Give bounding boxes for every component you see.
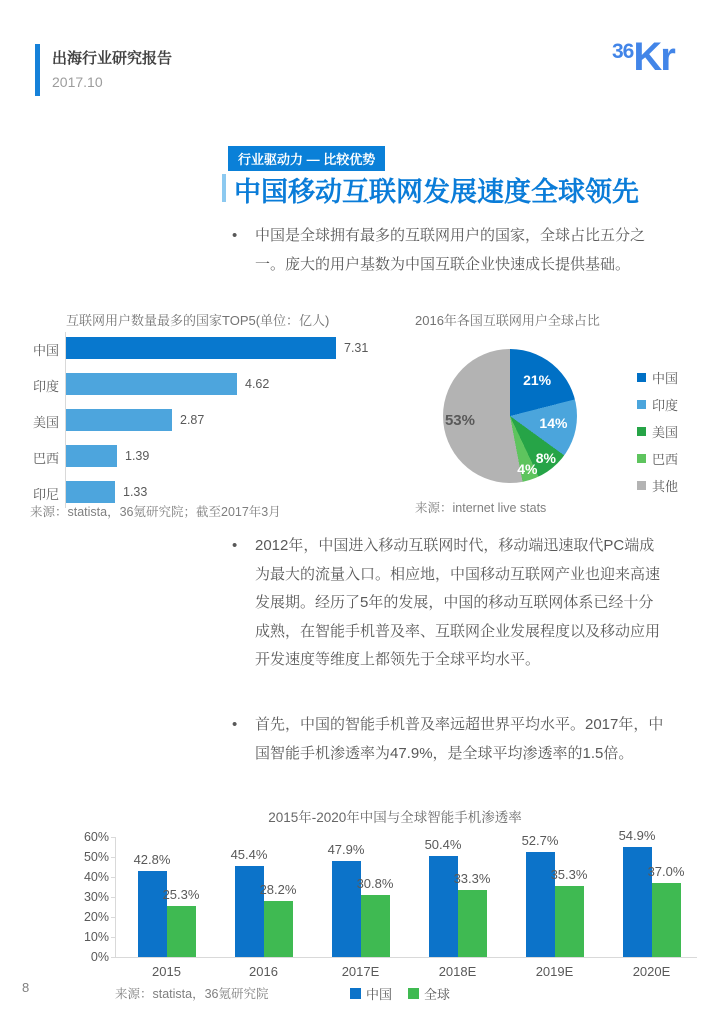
bar xyxy=(66,373,237,395)
bar xyxy=(66,481,115,503)
36kr-logo xyxy=(612,35,674,79)
legend-label: 巴西 xyxy=(652,452,679,467)
pie-slice-label: 4% xyxy=(517,460,538,477)
bar xyxy=(66,337,336,359)
legend-label: 全球 xyxy=(424,987,451,1002)
bar-china xyxy=(235,866,264,957)
x-axis-label: 2016 xyxy=(249,964,278,979)
bar-value-label: 30.8% xyxy=(356,876,394,891)
bullet-item xyxy=(228,711,665,768)
bar-global xyxy=(361,895,390,957)
legend-swatch xyxy=(637,427,646,436)
legend-item xyxy=(350,984,392,1003)
y-axis-tick-mark xyxy=(111,937,115,938)
bullet-item xyxy=(228,532,665,675)
x-axis-label: 2017E xyxy=(341,964,380,979)
vbar-x-axis-line xyxy=(115,957,697,958)
legend-label: 中国 xyxy=(366,987,393,1002)
x-axis-label: 2015 xyxy=(152,964,181,979)
pie-slice-label: 53% xyxy=(444,411,475,429)
y-axis-tick-label: 60% xyxy=(83,830,109,844)
bar-value-label: 1.33 xyxy=(123,485,148,499)
legend-item xyxy=(637,476,678,495)
bar-value-label: 7.31 xyxy=(344,341,369,355)
vbar-source: 来源：statista，36氪研究院 xyxy=(115,987,269,1001)
bar-value-label: 2.87 xyxy=(180,413,205,427)
bar-category-label: 印尼 xyxy=(32,487,59,502)
bar-value-label: 28.2% xyxy=(259,882,297,897)
legend-swatch xyxy=(637,373,646,382)
bar-global xyxy=(652,883,681,957)
hbar-chart xyxy=(25,331,465,511)
y-axis-tick-mark xyxy=(111,857,115,858)
header-accent-bar xyxy=(35,44,40,96)
y-axis-tick-label: 30% xyxy=(83,890,109,904)
x-axis-label: 2019E xyxy=(535,964,574,979)
bar-value-label: 42.8% xyxy=(133,852,171,867)
y-axis-tick-mark xyxy=(111,877,115,878)
bar-category-label: 巴西 xyxy=(32,451,59,466)
bar-value-label: 25.3% xyxy=(162,887,200,902)
pie-source: 来源：internet live stats xyxy=(415,501,547,515)
title-accent-bar xyxy=(222,174,226,202)
section-tag: 行业驱动力 — 比较优势 xyxy=(228,146,385,171)
bullet-dot: • xyxy=(232,537,238,554)
y-axis-tick-mark xyxy=(111,917,115,918)
bullet-text: 首先，中国的智能手机普及率远超世界平均水平。2017年，中国智能手机渗透率为47.9%，是全球平均渗透率的1.5倍。 xyxy=(255,716,664,762)
bar-category-label: 印度 xyxy=(32,379,59,394)
logo-36-text: 36 xyxy=(612,40,634,63)
bar xyxy=(66,409,172,431)
legend-label: 印度 xyxy=(652,398,679,413)
hbar-source: 来源：statista，36氪研究院；截至2017年3月 xyxy=(30,505,281,519)
logo-kr-text: Kr xyxy=(633,35,674,79)
legend-swatch xyxy=(350,988,361,999)
x-axis-label: 2020E xyxy=(632,964,671,979)
vbar-y-axis-line xyxy=(115,837,116,957)
legend-label: 其他 xyxy=(652,479,679,494)
legend-label: 美国 xyxy=(652,425,679,440)
bullet-text: 2012年，中国进入移动互联网时代，移动端迅速取代PC端成为最大的流量入口。相应地，中国移动互联网产业也迎来高速发展期。经历了5年的发展，中国的移动互联网体系已经十分成熟，在智能手机普及率、互联网企业发展程度以及移动应用开发速度等维度上都领先于全球平均水平。 xyxy=(255,537,661,668)
pie-labels xyxy=(443,349,577,483)
bar-value-label: 1.39 xyxy=(125,449,150,463)
y-axis-tick-label: 0% xyxy=(90,950,109,964)
pie-slice-label: 8% xyxy=(535,450,556,467)
legend-swatch xyxy=(637,454,646,463)
bar-category-label: 中国 xyxy=(32,343,59,358)
vbar-legend xyxy=(350,984,450,1003)
bullet-item xyxy=(228,222,665,279)
legend-item xyxy=(637,449,678,468)
bar-china xyxy=(138,871,167,957)
bar-global xyxy=(458,890,487,957)
bar-value-label: 35.3% xyxy=(550,867,588,882)
y-axis-tick-label: 20% xyxy=(83,910,109,924)
page-title: 中国移动互联网发展速度全球领先 xyxy=(234,177,639,207)
x-axis-label: 2018E xyxy=(438,964,477,979)
bar-category-label: 美国 xyxy=(32,415,59,430)
bar-value-label: 50.4% xyxy=(424,837,462,852)
y-axis-tick-mark xyxy=(111,957,115,958)
legend-swatch xyxy=(408,988,419,999)
legend-item xyxy=(637,395,678,414)
pie-slice-label: 14% xyxy=(539,415,568,432)
legend-swatch xyxy=(637,481,646,490)
bar-value-label: 4.62 xyxy=(245,377,270,391)
bar-global xyxy=(264,901,293,957)
pie-chart-title: 2016年各国互联网用户全球占比 xyxy=(415,313,600,328)
bar-value-label: 54.9% xyxy=(618,828,656,843)
y-axis-tick-label: 50% xyxy=(83,850,109,864)
legend-label: 中国 xyxy=(652,371,679,386)
bullet-dot: • xyxy=(232,227,238,244)
bullet-dot: • xyxy=(232,716,238,733)
pie-legend xyxy=(637,368,678,503)
report-title: 出海行业研究报告 xyxy=(52,50,173,67)
bar-value-label: 37.0% xyxy=(647,864,685,879)
y-axis-tick-label: 40% xyxy=(83,870,109,884)
y-axis-tick-mark xyxy=(111,837,115,838)
bar xyxy=(66,445,117,467)
bullet-text: 中国是全球拥有最多的互联网用户的国家，全球占比五分之一。庞大的用户基数为中国互联企业快速成长提供基础。 xyxy=(255,227,646,273)
bar-value-label: 52.7% xyxy=(521,833,559,848)
y-axis-tick-mark xyxy=(111,897,115,898)
legend-item xyxy=(408,984,450,1003)
y-axis-tick-label: 10% xyxy=(83,930,109,944)
bar-value-label: 33.3% xyxy=(453,871,491,886)
vbar-chart-title: 2015年-2020年中国与全球智能手机渗透率 xyxy=(268,810,522,825)
bar-global xyxy=(167,906,196,957)
hbar-chart-title: 互联网用户数量最多的国家TOP5(单位：亿人) xyxy=(66,313,330,328)
bar-value-label: 45.4% xyxy=(230,847,268,862)
vbar-chart xyxy=(75,830,705,990)
pie-slice-label: 21% xyxy=(523,372,552,389)
legend-item xyxy=(637,422,678,441)
report-date: 2017.10 xyxy=(52,74,103,90)
page-number: 8 xyxy=(22,980,30,995)
bar-global xyxy=(555,886,584,957)
legend-item xyxy=(637,368,678,387)
legend-swatch xyxy=(637,400,646,409)
bar-value-label: 47.9% xyxy=(327,842,365,857)
